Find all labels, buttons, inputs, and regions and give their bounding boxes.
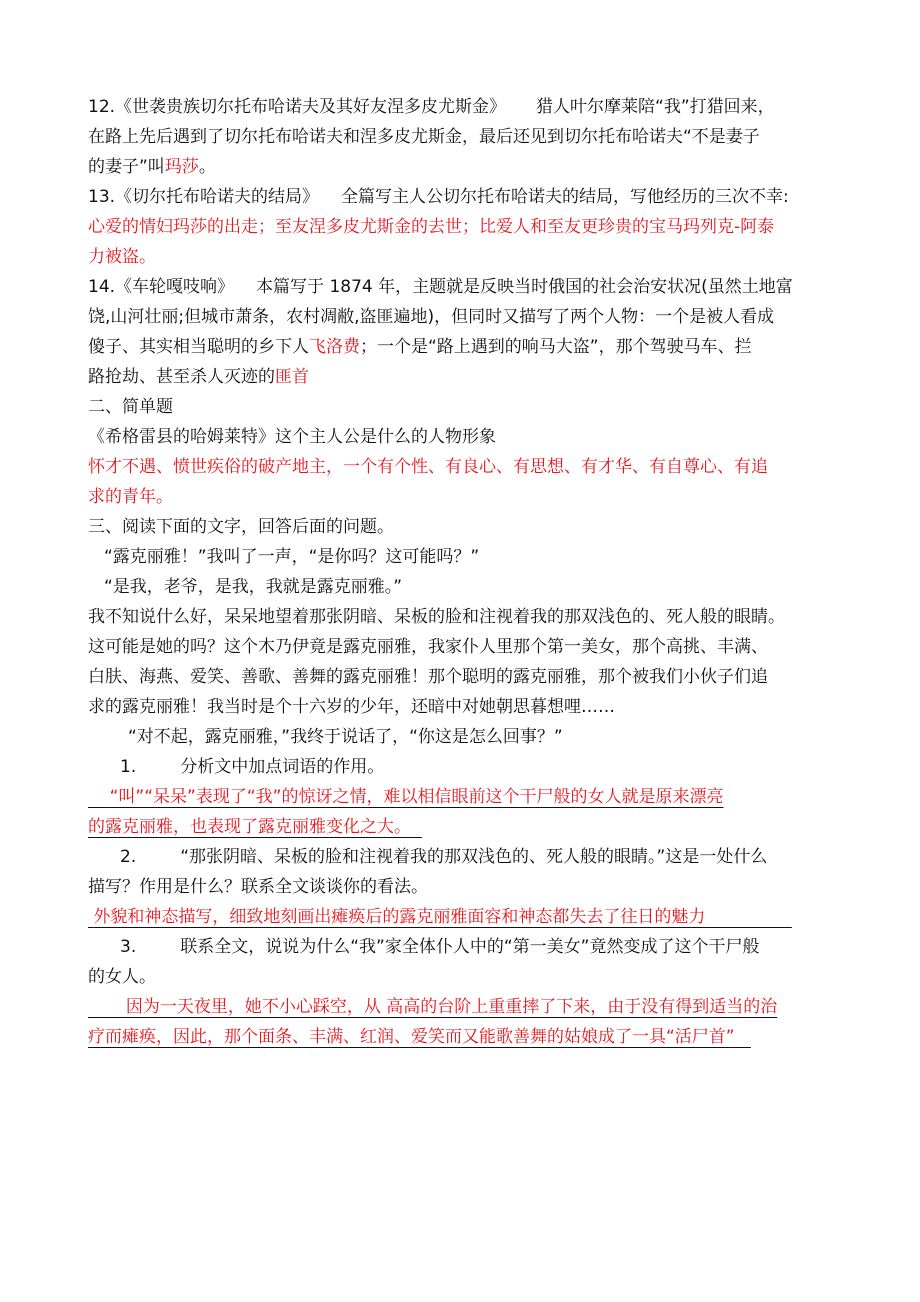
passage-line: 求的露克丽雅！我当时是个十六岁的少年，还暗中对她朝思暮想哩…… <box>88 697 615 717</box>
section-2-question: 《希格雷县的哈姆莱特》这个主人公是什么的人物形象 <box>88 427 496 447</box>
question-3-line-1: 3. 联系全文，说说为什么“我”家全体仆人中的“第一美女”竟然变成了这个干尸般 <box>120 937 760 957</box>
item-12-line-3: 的妻子”叫玛莎。 <box>88 157 216 177</box>
question-3-line-2: 的女人。 <box>88 967 156 987</box>
answer-bandit-chief: 匪首 <box>275 367 309 387</box>
question-1: 1. 分析文中加点词语的作用。 <box>120 757 385 777</box>
item-12-title: 12.《世袭贵族切尔托布哈诺夫及其好友涅多皮尤斯金》 <box>88 97 507 117</box>
passage-line: 我不知说什么好，呆呆地望着那张阴暗、呆板的脸和注视着我的那双浅色的、死人般的眼睛。 <box>88 607 785 627</box>
item-14-line-4: 路抢劫、甚至杀人灭迹的匪首 <box>88 367 309 387</box>
question-3-number: 3. <box>120 937 137 957</box>
item-13-line-1: 13.《切尔托布哈诺夫的结局》 全篇写主人公切尔托布哈诺夫的结局，写他经历的三次不幸: <box>88 187 789 207</box>
passage-dialogue-2: “是我，老爷，是我，我就是露克丽雅。” <box>104 577 403 597</box>
passage-dialogue-1: “露克丽雅！”我叫了一声，“是你吗？这可能吗？” <box>104 547 480 567</box>
item-14-line-1: 14.《车轮嘎吱响》 本篇写于 1874 年，主题就是反映当时俄国的社会治安状况(虽然土地富 <box>88 277 793 297</box>
item-12-line-1: 12.《世袭贵族切尔托布哈诺夫及其好友涅多皮尤斯金》 猎人叶尔摩莱陪“我”打猎回来， <box>88 97 775 117</box>
item-14-line-3: 傻子、其实相当聪明的乡下人飞洛费；一个是“路上遇到的响马大盗”，那个驾驶马车、拦 <box>88 337 752 357</box>
item-13-answer-1: 心爱的情妇玛莎的出走；至友涅多皮尤斯金的去世；比爱人和至友更珍贵的宝马玛列克-阿泰 <box>88 217 775 237</box>
answer-masha: 玛莎 <box>164 157 199 177</box>
item-14-title: 14.《车轮嘎吱响》 <box>88 277 235 297</box>
document-page <box>88 92 832 1052</box>
question-1-answer-1: “叫”“呆呆”表现了“我”的惊讶之情，难以相信眼前这个干尸般的女人就是原来漂亮 <box>109 787 724 807</box>
question-2-answer: 外貌和神态描写，细致地刻画出瘫痪后的露克丽雅面容和神态都失去了往日的魅力 <box>93 907 706 927</box>
question-2-number: 2. <box>120 847 137 867</box>
passage-line: 白肤、海燕、爱笑、善歌、善舞的露克丽雅！那个聪明的露克丽雅，那个被我们小伙子们追 <box>88 667 768 687</box>
item-14-line-2: 饶,山河壮丽;但城市萧条，农村凋敝,盗匪遍地)，但同时又描写了两个人物：一个是被人看成 <box>88 307 775 327</box>
question-3-answer-2: 疗而瘫痪，因此，那个面条、丰满、红润、爱笑而又能歌善舞的姑娘成了一具“活尸首” <box>88 1027 735 1047</box>
passage-line: 这可能是她的吗？这个木乃伊竟是露克丽雅，我家仆人里那个第一美女，那个高挑、丰满、 <box>88 637 768 657</box>
question-1-answer-2: 的露克丽雅，也表现了露克丽雅变化之大。 <box>88 817 411 837</box>
question-3-answer-1: 因为一天夜里，她不小心踩空，从 高高的台阶上重重摔了下来，由于没有得到适当的治 <box>125 997 778 1017</box>
section-2-answer-2: 求的青年。 <box>88 487 173 507</box>
question-1-number: 1. <box>120 757 137 777</box>
question-2-line-2: 描写？作用是什么？联系全文谈谈你的看法。 <box>88 877 428 897</box>
item-13-answer-2: 力被盗。 <box>88 247 156 267</box>
passage-dialogue-3: “对不起，露克丽雅，”我终于说话了，“你这是怎么回事？” <box>128 727 563 747</box>
item-12-line-2: 在路上先后遇到了切尔托布哈诺夫和涅多皮尤斯金，最后还见到切尔托布哈诺夫“不是妻子 <box>88 127 760 147</box>
answer-filofei: 飞洛费 <box>309 337 360 357</box>
item-13-title: 13.《切尔托布哈诺夫的结局》 <box>88 187 320 207</box>
section-3-heading: 三、阅读下面的文字，回答后面的问题。 <box>88 517 394 537</box>
section-2-heading: 二、简单题 <box>88 397 173 417</box>
question-2-line-1: 2. “那张阴暗、呆板的脸和注视着我的那双浅色的、死人般的眼睛。”这是一处什么 <box>120 847 768 867</box>
section-2-answer-1: 怀才不遇、愤世疾俗的破产地主，一个有个性、有良心、有思想、有才华、有自尊心、有追 <box>88 457 768 477</box>
